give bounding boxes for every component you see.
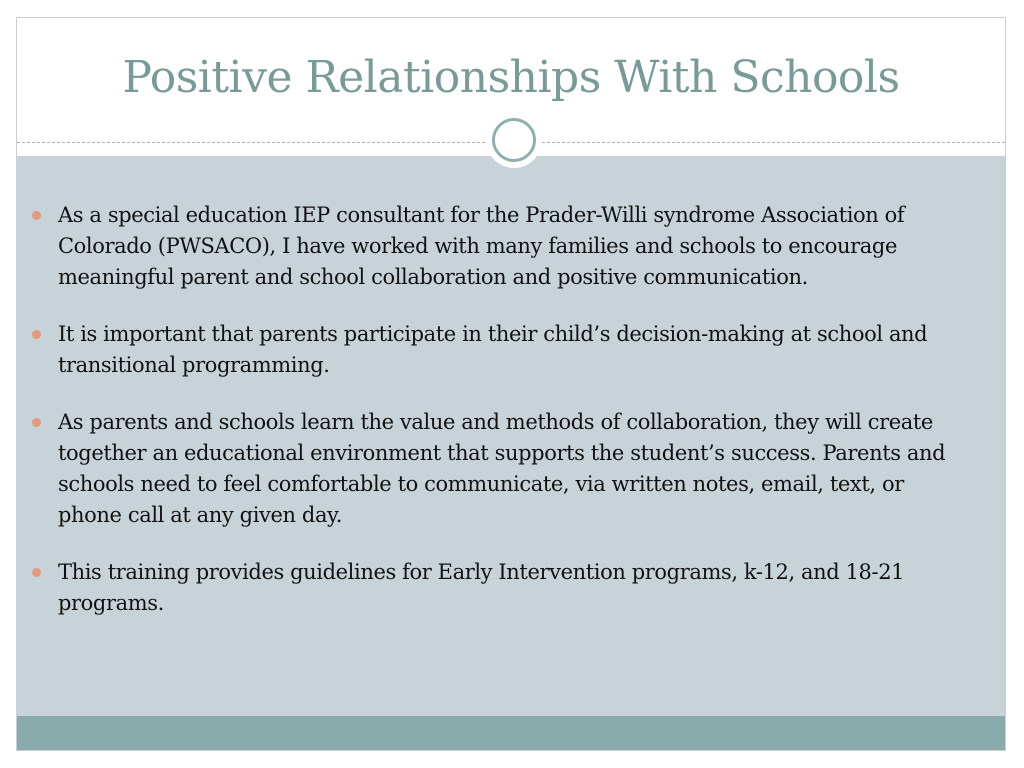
- circle-ring-icon: [486, 112, 542, 168]
- bullet-text: As parents and schools learn the value and methods of collaboration, they will create together an educational environment that supports the student’s success. Parents and schools need to feel comfortable to communicate, via written notes, email, text, or phone call at any given day.: [58, 410, 946, 527]
- bullet-text: This training provides guidelines for Early Intervention programs, k-12, and 18-21 programs.: [58, 560, 905, 615]
- bullet-text: It is important that parents participate in their child’s decision-making at school and transitional programming.: [58, 322, 928, 377]
- bullet-dot-icon: [32, 211, 41, 220]
- footer-band: [17, 716, 1005, 751]
- bullet-item: [30, 557, 970, 619]
- bullet-item: [30, 319, 970, 381]
- bullet-item: [30, 200, 970, 293]
- bullet-dot-icon: [32, 330, 41, 339]
- bullet-list: [30, 200, 970, 645]
- slide-title: Positive Relationships With Schools: [122, 52, 900, 103]
- bullet-dot-icon: [32, 418, 41, 427]
- bullet-item: [30, 407, 970, 531]
- bullet-text: As a special education IEP consultant for the Prader-Willi syndrome Association of Colorado (PWSACO), I have worked with many families and schools to encourage meaningful parent and school collaboration and positive communication.: [58, 203, 905, 289]
- ornament-ring: [492, 118, 536, 162]
- bullet-dot-icon: [32, 568, 41, 577]
